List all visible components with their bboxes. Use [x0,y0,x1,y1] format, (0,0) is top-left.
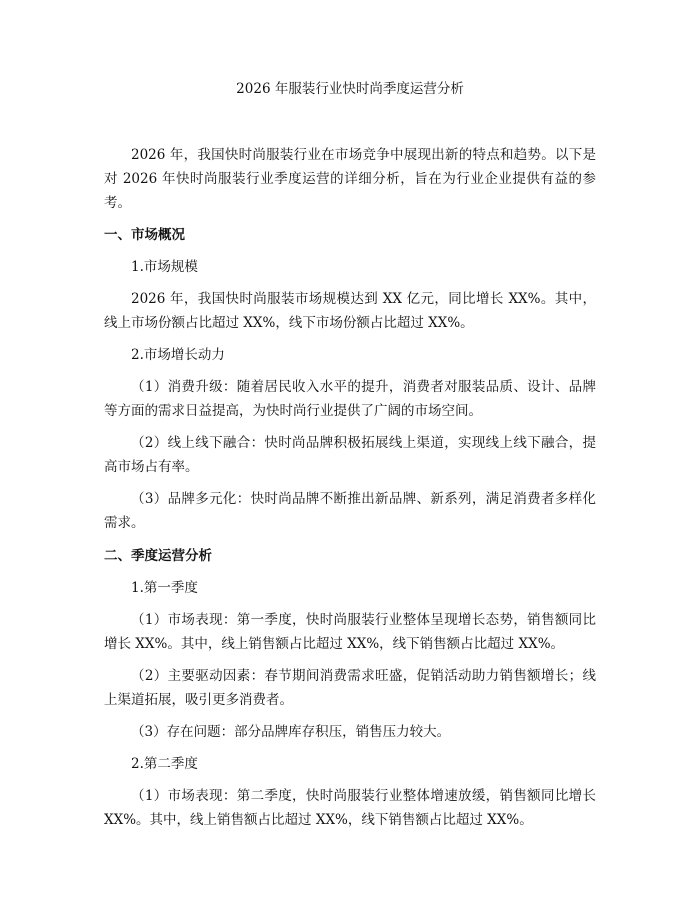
paragraph-q1-market: （1）市场表现：第一季度，快时尚服装行业整体呈现增长态势，销售额同比增长 XX%。其中，线上销售额占比超过 XX%，线下销售额占比超过 XX%。 [104,612,596,652]
paragraph-consumption-upgrade: （1）消费升级：随着居民收入水平的提升，消费者对服装品质、设计、品牌等方面的需求日益提高，为快时尚行业提供了广阔的市场空间。 [104,379,596,419]
paragraph-q1-issues: （3）存在问题：部分品牌库存积压，销售压力较大。 [131,724,451,740]
paragraph-brand-diversification: （3）品牌多元化：快时尚品牌不断推出新品牌、新系列，满足消费者多样化需求。 [104,491,596,531]
document-title: 2026 年服装行业快时尚季度运营分析 [236,81,464,97]
intro-paragraph: 2026 年，我国快时尚服装行业在市场竞争中展现出新的特点和趋势。以下是对 2026 年快时尚服装行业季度运营的详细分析，旨在为行业企业提供有益的参考。 [104,147,596,211]
document-body [104,143,596,840]
paragraph-online-offline: （2）线上线下融合：快时尚品牌积极拓展线上渠道，实现线上线下融合，提高市场占有率。 [104,435,596,475]
subheading-growth-drivers: 2.市场增长动力 [131,347,225,363]
subheading-q1: 1.第一季度 [131,580,198,596]
paragraph-q2-market: （1）市场表现：第二季度，快时尚服装行业整体增速放缓，销售额同比增长 XX%。其中，线上销售额占比超过 XX%，线下销售额占比超过 XX%。 [104,788,596,828]
section-heading-quarterly-analysis: 二、季度运营分析 [104,548,212,564]
subheading-market-size: 1.市场规模 [131,259,198,275]
subheading-q2: 2.第二季度 [131,756,198,772]
paragraph-market-size: 2026 年，我国快时尚服装市场规模达到 XX 亿元，同比增长 XX%。其中，线上市场份额占比超过 XX%，线下市场份额占比超过 XX%。 [104,291,596,331]
section-heading-market-overview: 一、市场概况 [104,227,185,243]
paragraph-q1-drivers: （2）主要驱动因素：春节期间消费需求旺盛，促销活动助力销售额增长；线上渠道拓展，吸引更多消费者。 [104,668,596,708]
